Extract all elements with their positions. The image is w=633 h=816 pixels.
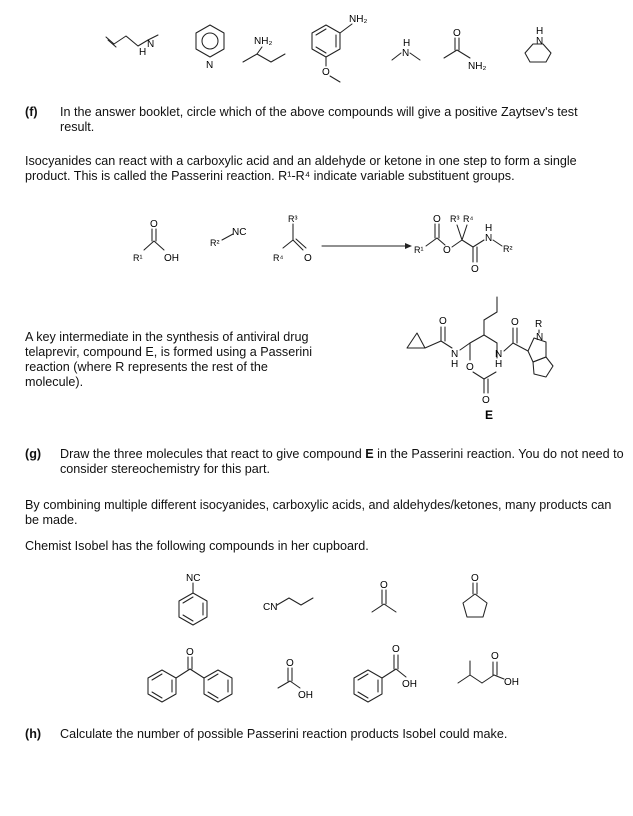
intermediate-text: A key intermediate in the synthesis of antiviral drug telaprevir, compound E, is formed using a Passerini reaction (where R represents the rest of the molecule). (25, 330, 312, 389)
reaction-arrow (322, 243, 412, 249)
label-o: O (150, 219, 158, 230)
label-o: O (322, 67, 330, 78)
label-o: O (491, 651, 499, 662)
label-h: H (495, 359, 503, 370)
question-h-label: (h) (25, 727, 42, 741)
compound-methoxybenzylamine (312, 14, 367, 82)
label-nc: NC (232, 227, 247, 238)
label-n: N (485, 233, 493, 244)
combining-text: By combining multiple different isocyanides, carboxylic acids, and aldehydes/ketones, many products can be made. (25, 498, 612, 527)
compound-allylamine (106, 35, 158, 58)
label-r4: R⁴ (273, 253, 284, 263)
label-o: O (392, 644, 400, 655)
label-r2: R² (503, 244, 513, 254)
label-n: N (536, 332, 544, 343)
label-o: O (304, 253, 312, 264)
label-h: H (536, 26, 544, 37)
compound-isobutyric-acid (458, 651, 519, 688)
label-o: O (443, 245, 451, 256)
label-r1: R¹ (414, 245, 424, 255)
label-nh2: NH₂ (349, 14, 368, 25)
label-o: O (433, 214, 441, 225)
label-nh2: NH₂ (468, 61, 487, 72)
label-o: O (482, 395, 490, 406)
label-o: O (286, 658, 294, 669)
label-n: N (495, 349, 503, 360)
cupboard-compounds (0, 565, 633, 715)
question-g-text-pre: Draw the three molecules that react to give compound (60, 447, 366, 461)
cupboard-text: Chemist Isobel has the following compounds in her cupboard. (25, 539, 369, 553)
compound-phenyl-isocyanide (179, 573, 207, 625)
label-h: H (451, 359, 459, 370)
label-oh: OH (298, 690, 313, 701)
label-n: N (451, 349, 459, 360)
label-nc: NC (186, 573, 201, 584)
question-f-text: In the answer booklet, circle which of the above compounds will give a positive Zaytsev's test result. (60, 105, 578, 134)
scheme-carboxylic-acid (133, 219, 179, 264)
passerini-intro: Isocyanides can react with a carboxylic acid and an aldehyde or ketone in one step to form a single product. This is called the Passerini reaction. R¹-R⁴ indicate variable substituent groups. (25, 154, 577, 183)
label-o: O (471, 264, 479, 275)
label-o: O (380, 580, 388, 591)
compound-acetic-acid (278, 658, 313, 701)
compound-cyclopentanone (463, 573, 487, 617)
label-o: O (466, 362, 474, 373)
label-r3: R³ (450, 214, 460, 224)
label-h: H (403, 38, 411, 49)
question-g-bold: E (365, 447, 374, 461)
compound-row-top (0, 0, 633, 90)
label-o: O (511, 317, 519, 328)
label-r3: R³ (288, 214, 298, 224)
compound-acetone (372, 580, 396, 612)
question-g-text (60, 447, 630, 477)
label-h: H (139, 47, 147, 58)
scheme-ketone (273, 214, 312, 264)
compound-benzoic-acid (354, 644, 417, 702)
question-h-text: Calculate the number of possible Passerini reaction products Isobel could make. (60, 727, 508, 741)
label-o: O (439, 316, 447, 327)
compound-pyridine (196, 25, 224, 71)
label-r4: R⁴ (463, 214, 474, 224)
label-r1: R¹ (133, 253, 143, 263)
label-o: O (453, 28, 461, 39)
scheme-product (414, 214, 513, 275)
compound-e (0, 290, 633, 420)
label-oh: OH (504, 677, 519, 688)
question-g-label: (g) (25, 447, 42, 461)
label-h: H (485, 223, 493, 234)
label-compound-e: E (485, 408, 494, 422)
compound-amide (444, 28, 486, 72)
passerini-scheme (0, 210, 633, 280)
label-n: N (206, 60, 214, 71)
compound-benzophenone (148, 647, 232, 702)
label-r2: R² (210, 238, 220, 248)
label-n: N (536, 36, 544, 47)
question-g-text-post: in the Passerini reaction. You do not need to consider stereochemistry for this part. (60, 447, 624, 476)
label-o: O (471, 573, 479, 584)
label-oh: OH (164, 253, 179, 264)
compound-pyrrolidine (525, 26, 551, 62)
question-f-label: (f) (25, 105, 38, 119)
compound-butyronitrile (263, 598, 313, 613)
label-n: N (147, 39, 155, 50)
label-o: O (186, 647, 194, 658)
label-oh: OH (402, 679, 417, 690)
scheme-isocyanide (210, 227, 246, 248)
label-cn: CN (263, 602, 278, 613)
compound-dimethylamine (392, 38, 420, 60)
label-nh2: NH₂ (254, 36, 273, 47)
compound-aminobutane (243, 36, 285, 62)
label-r: R (535, 319, 543, 330)
label-n: N (402, 48, 410, 59)
